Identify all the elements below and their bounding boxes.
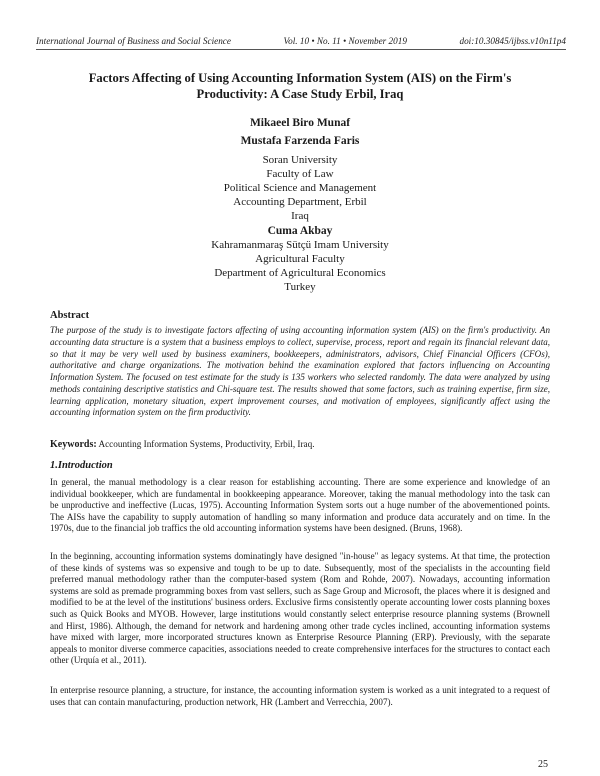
intro-paragraph-2: In the beginning, accounting information systems dominatingly have designed "in-house" as legacy systems. At that time, the protection of these kinds of systems was so expensive and tough to be up to date. Subsequently, most of the specialists in the accounting field preferred manual methodology rather than the computer-based system (Rom and Rohde, 2007). Nowadays, accounting information systems are sold as premade programming boxes from vast sellers, such as Sage Group and Microsoft, the places where it is designed and modified to be at the level of the institutions' business orders. Exclusive firms consistently operate accounting lower costs planning boxes such as Quick Books and MYOB. However, large institutions would constantly select enterprise resource planning systems (Brownell and Hirst, 1986). Although, the demand for network and hardening among other trade cycles inclined, accounting information systems have mixed with larger, more incorporated structures known as Enterprise Resource Planning (ERP). Previously, with the separate appeals to monitor diverse commerce capacities, associations needed to create comprehensive interfaces for the structures to contact each other (Urquía et al., 2011). [50,551,550,666]
header-rule [36,49,566,50]
author-block-1 [0,116,600,130]
page-number: 25 [538,759,548,770]
affiliation-line: Political Science and Management [223,182,377,194]
intro-paragraph-3: In enterprise resource planning, a structure, for instance, the accounting information system is worked as a unit integrated to a request of uses that can contain manufacturing, production network, HR (Lambert and Verrecchia, 2007). [50,685,550,707]
affiliation-line: Faculty of Law [266,168,334,180]
author-block-3 [0,224,600,294]
affiliation-line: Accounting Department, Erbil [233,196,367,208]
introduction-heading: 1.Introduction [50,460,113,471]
affiliation-line: Iraq [291,210,309,222]
keywords [50,439,550,450]
abstract-heading: Abstract [50,310,90,321]
author-name-2: Mustafa Farzenda Faris [240,135,360,147]
affiliation-line: Soran University [262,154,338,166]
author-name-3: Cuma Akbay [267,225,333,237]
keywords-label: Keywords: [50,439,97,450]
title-line-1: Factors Affecting of Using Accounting Information System (AIS) on the Firm's [88,71,512,85]
doi: doi:10.30845/ijbss.v10n11p4 [459,36,566,46]
keywords-text: Accounting Information Systems, Productivity, Erbil, Iraq. [98,439,315,449]
intro-paragraph-1: In general, the manual methodology is a clear reason for establishing accounting. There are some experience and knowledge of an individual bookkeeper, which are fundamental in bookkeeping appearance. Moreover, taking the manual methodology into the task can be unproductive and ineffective (Lucas, 1975). Accounting Information System sorts out a huge number of the abovementioned points. The AISs have the capability to supply automation of handling so many information and produce data accurately and on time. In the 1970s, due to the financial job traffics the old accounting information systems have been designed. (Bruns, 1968). [50,477,550,534]
affiliation-line: Agricultural Faculty [255,253,345,265]
affiliation-line: Kahramanmaraş Sütçü Imam University [211,239,389,251]
affiliation-line: Turkey [284,281,316,293]
author-name-1: Mikaeel Biro Munaf [249,117,351,129]
journal-name: International Journal of Business and Social Science [36,36,231,46]
author-block-2 [0,134,600,223]
running-header [36,36,566,46]
paper-title [60,70,540,102]
title-line-2: Productivity: A Case Study Erbil, Iraq [196,87,404,101]
abstract-text: The purpose of the study is to investigate factors affecting of using accounting information system (AIS) on the firm's productivity. An accounting data structure is a system that a business employs to collect, supervise, process, report and regain its financial relevant data, so that it may be very well used by business examiners, bookkeepers, administrators, advisors, Chief Financial Officers (CFOs), authoritative and charge organizations. The motivation behind the examination explored that factors influencing on Accounting Information System. The focused on test estimate for the study is 135 workers who selected randomly. The data were analyzed by using methods containing descriptive statistics and Chi-square test. The results showed that some factors, such as training expertise, firm size, learning application, monetary situation, expert improvement courses, and motivation of employees, significantly affect using the accounting information system on the firm productivity. [50,325,550,418]
affiliation-line: Department of Agricultural Economics [214,267,386,279]
issue-info: Vol. 10 • No. 11 • November 2019 [283,36,407,46]
